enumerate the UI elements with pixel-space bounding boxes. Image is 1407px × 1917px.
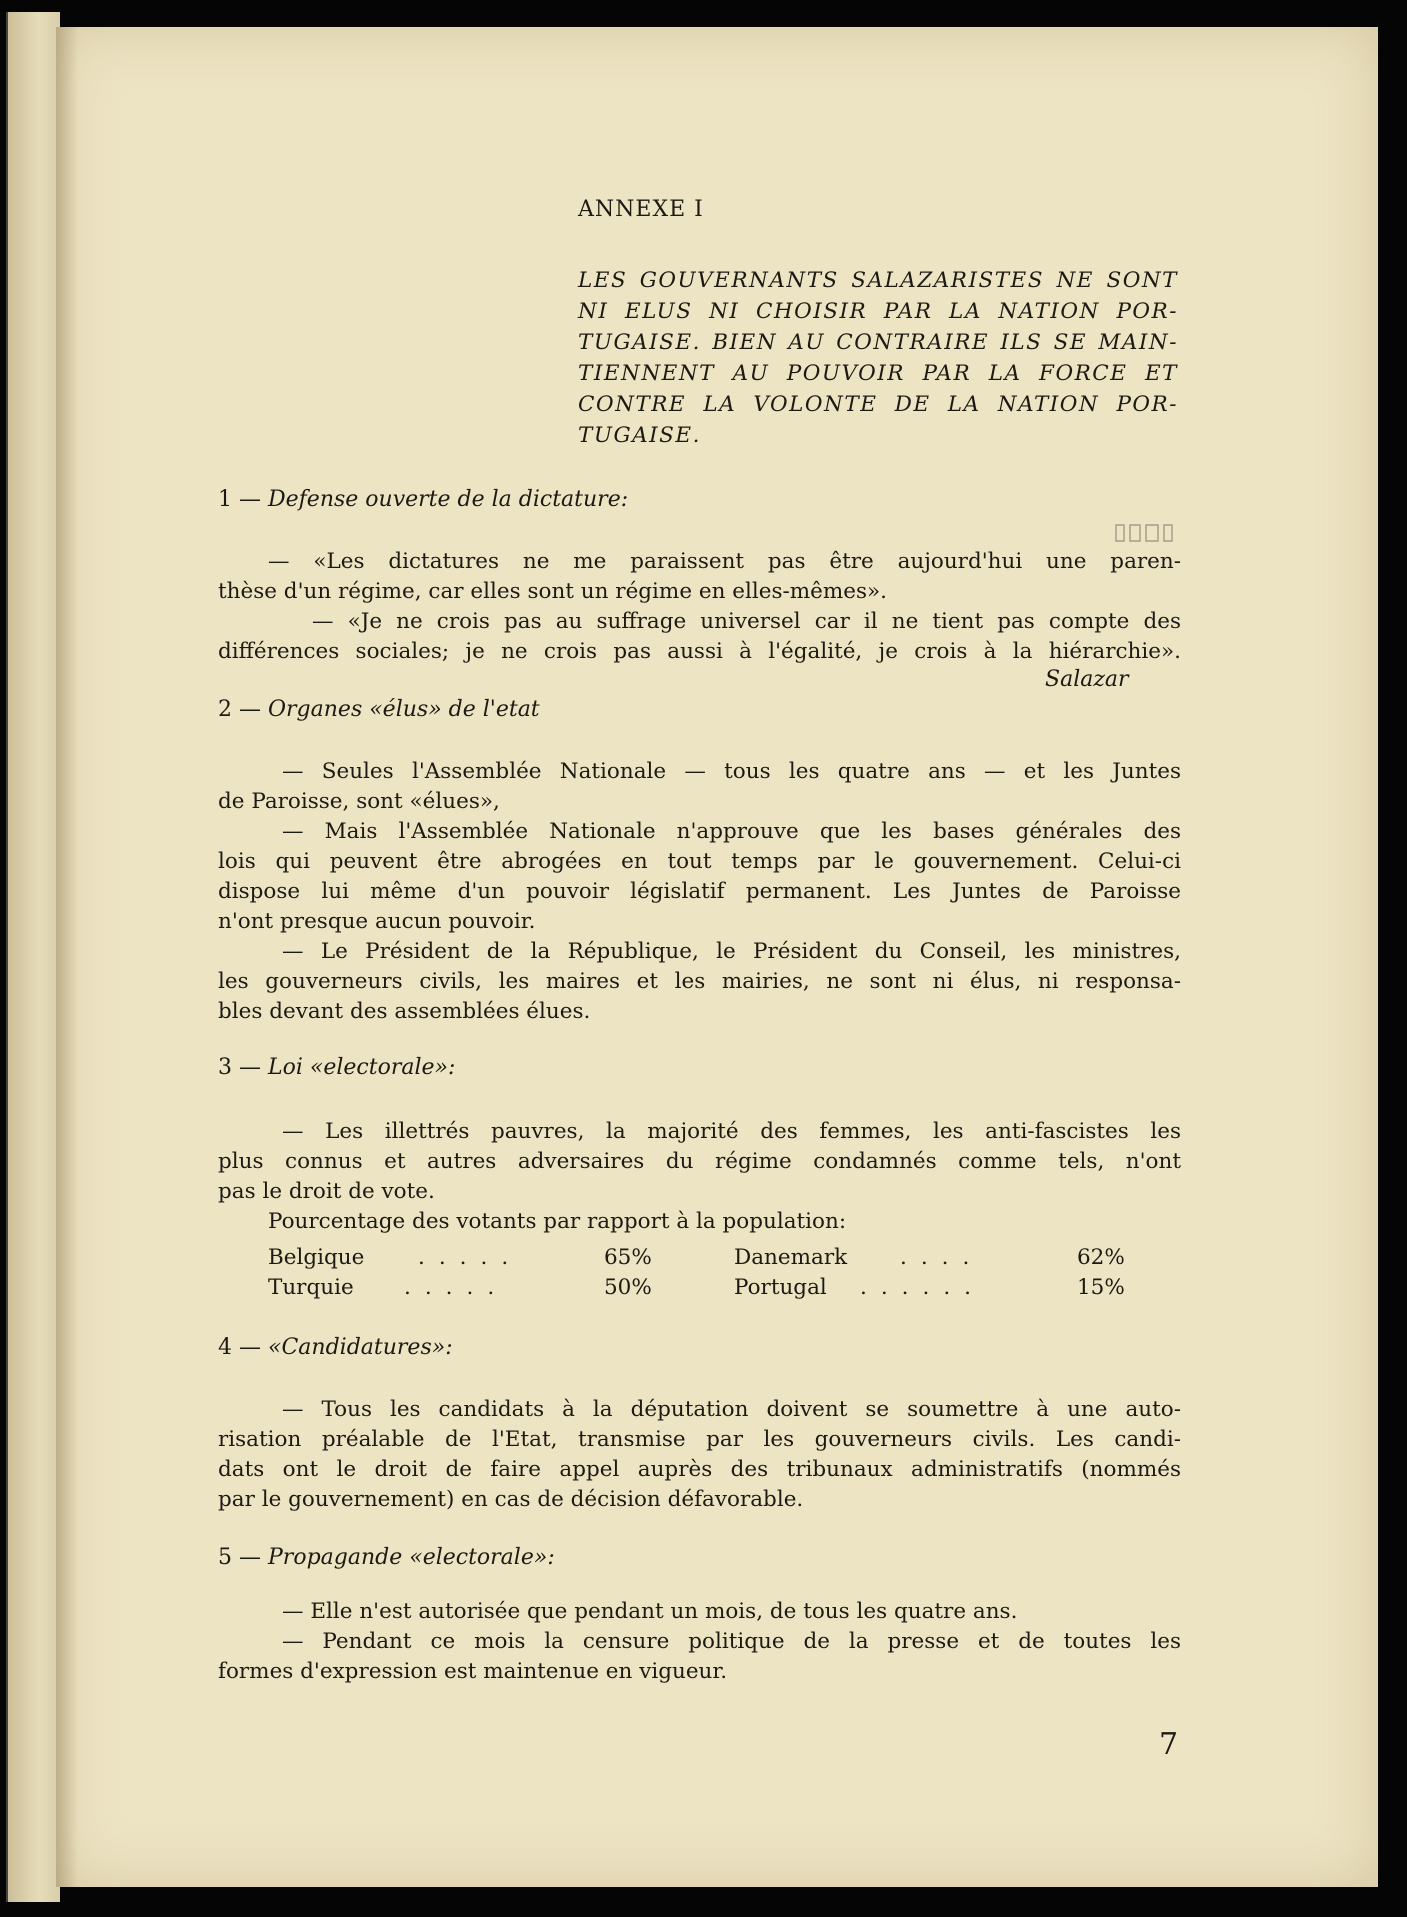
text-line: de Paroisse, sont «élues», [218,789,500,814]
text-line: — Mais l'Assemblée Nationale n'approuve que les bases générales des [282,819,1181,844]
annex-heading-line: CONTRE LA VOLONTE DE LA NATION POR- [578,392,1178,417]
page-number: 7 [1159,1727,1179,1762]
section-1-heading [218,487,628,512]
text-line: les gouverneurs civils, les maires et les mairies, ne sont ni élus, ni responsa- [218,969,1181,994]
body-paragraph [218,757,1181,817]
annex-heading [578,265,1178,451]
annex-title: ANNEXE I [578,197,704,222]
text-line: — Pendant ce mois la censure politique de la presse et de toutes les [282,1629,1181,1654]
section-label: Defense ouverte de la dictature: [268,487,629,512]
annex-heading-line: TUGAISE. [578,423,701,448]
table-title: Pourcentage des votants par rapport à la population: [268,1209,847,1234]
section-number: 3 — [218,1055,261,1080]
body-paragraph [218,1627,1181,1687]
text-line: formes d'expression est maintenue en vigueur. [218,1659,728,1684]
section-label: Propagande «electorale»: [268,1545,555,1570]
text-line: — «Je ne crois pas au suffrage universel car il ne tient pas compte des [312,609,1181,634]
text-line: lois qui peuvent être abrogées en tout temps par le gouvernement. Celui-ci [218,849,1181,874]
text-line: différences sociales; je ne crois pas aussi à l'égalité, je crois à la hiérarchie». [218,639,1181,664]
quote-paragraph [218,547,1181,607]
annex-heading-line: LES GOUVERNANTS SALAZARISTES NE SONT [578,268,1178,293]
text-line: dats ont le droit de faire appel auprès des tribunaux administratifs (nommés [218,1457,1181,1482]
table-cell-value: 62% [1077,1245,1125,1270]
section-3-heading [218,1055,455,1080]
text-line: — Tous les candidats à la députation doivent se soumettre à une auto- [282,1397,1181,1422]
section-number: 4 — [218,1335,261,1360]
body-paragraph [218,817,1181,937]
text-line: bles devant des assemblées élues. [218,999,591,1024]
page-gutter-shadow [56,27,78,1887]
text-line: — Elle n'est autorisée que pendant un mois, de tous les quatre ans. [282,1599,1018,1624]
section-label: Organes «élus» de l'etat [268,697,540,722]
annex-heading-line: NI ELUS NI CHOISIR PAR LA NATION POR- [578,299,1178,324]
text-line: thèse d'un régime, car elles sont un régime en elles-mêmes». [218,579,888,604]
table-cell-value: 50% [604,1275,652,1300]
table-cell-value: 65% [604,1245,652,1270]
section-number: 5 — [218,1545,261,1570]
table-cell-dots: ..... [418,1245,523,1270]
body-paragraph [218,1117,1181,1207]
section-label: «Candidatures»: [268,1335,453,1360]
annex-heading-line: TUGAISE. BIEN AU CONTRAIRE ILS SE MAIN- [578,330,1178,355]
section-number: 1 — [218,487,261,512]
section-number: 2 — [218,697,261,722]
text-line: risation préalable de l'Etat, transmise par les gouverneurs civils. Les candi- [218,1427,1181,1452]
body-paragraph [218,1597,1181,1627]
quote-signature: Salazar [1045,667,1129,692]
table-cell-country: Portugal [734,1275,827,1300]
text-line: n'ont presque aucun pouvoir. [218,909,536,934]
section-5-heading [218,1545,555,1570]
body-paragraph [218,1395,1181,1515]
table-cell-country: Turquie [268,1275,354,1300]
table-cell-value: 15% [1077,1275,1125,1300]
text-line: — Seules l'Assemblée Nationale — tous les quatre ans — et les Juntes [282,759,1181,784]
section-label: Loi «electorale»: [268,1055,456,1080]
table-cell-dots: ...... [860,1275,986,1300]
text-line: pas le droit de vote. [218,1179,435,1204]
table-cell-country: Belgique [268,1245,365,1270]
binding-spine [6,12,60,1902]
text-line: par le gouvernement) en cas de décision défavorable. [218,1487,804,1512]
quote-paragraph [218,607,1181,667]
text-line: dispose lui même d'un pouvoir législatif permanent. Les Juntes de Paroisse [218,879,1181,904]
text-line: — «Les dictatures ne me paraissent pas être aujourd'hui une paren- [268,549,1181,574]
table-cell-dots: ..... [404,1275,509,1300]
text-line: — Les illettrés pauvres, la majorité des femmes, les anti-fascistes les [282,1119,1181,1144]
table-cell-country: Danemark [734,1245,848,1270]
section-2-heading [218,697,540,722]
annex-heading-line: TIENNENT AU POUVOIR PAR LA FORCE ET [578,361,1178,386]
text-line: — Le Président de la République, le Président du Conseil, les ministres, [282,939,1181,964]
ink-stamp-mark [1114,522,1176,544]
text-line: plus connus et autres adversaires du régime condamnés comme tels, n'ont [218,1149,1181,1174]
table-cell-dots: .... [900,1245,984,1270]
section-4-heading [218,1335,453,1360]
body-paragraph [218,937,1181,1027]
